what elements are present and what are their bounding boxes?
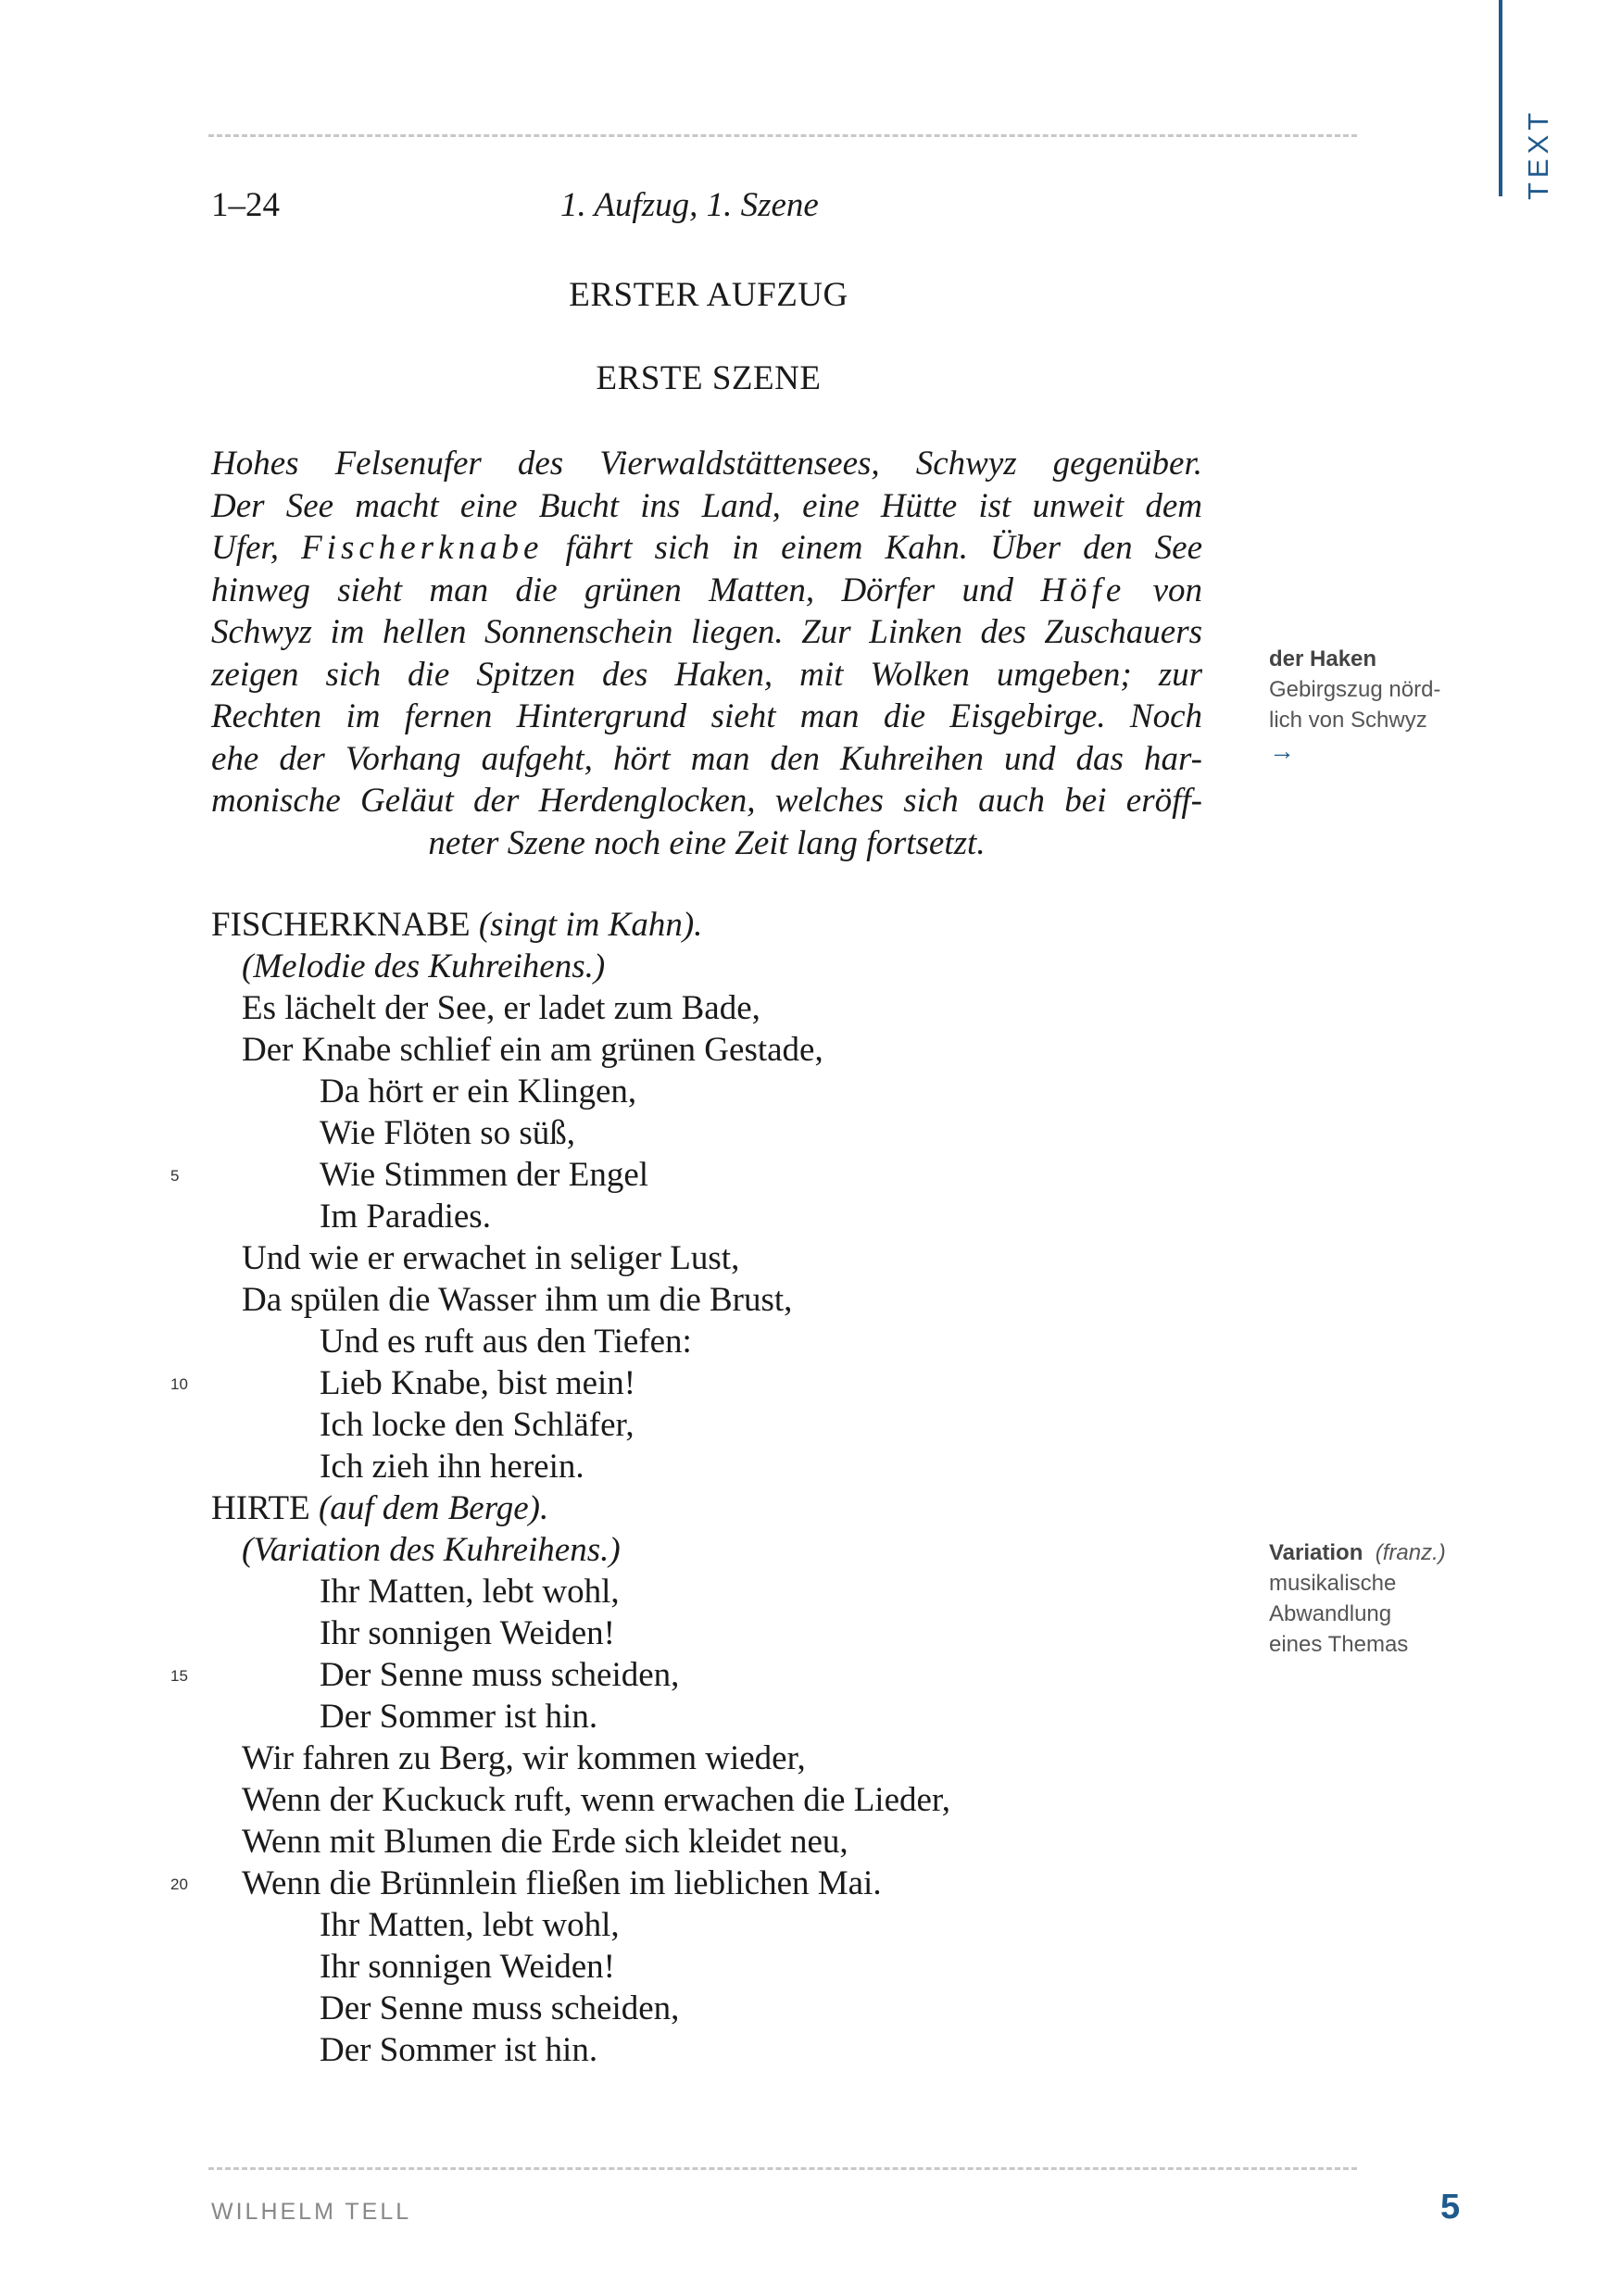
verse-line: Wie Flöten so süß, bbox=[320, 1114, 576, 1152]
arrow-right-icon: → bbox=[1269, 736, 1295, 765]
stage-direction-line: hinweg sieht man die grünen Matten, Dörfer und Höfe von bbox=[211, 571, 1202, 609]
book-title: WILHELM TELL bbox=[211, 2199, 412, 2225]
side-tab-label: TEXT bbox=[1522, 107, 1554, 200]
note-text: Abwandlung bbox=[1269, 1601, 1392, 1626]
speaker-line bbox=[211, 1487, 548, 1529]
stage-direction bbox=[211, 443, 1202, 864]
note-language: (franz.) bbox=[1375, 1540, 1446, 1565]
bottom-dashed-rule bbox=[208, 2167, 1357, 2170]
stage-direction-line: Der See macht eine Bucht ins Land, eine Hütte ist unweit dem bbox=[211, 486, 1202, 525]
note-term: Variation bbox=[1269, 1540, 1363, 1565]
verse-line: Ich locke den Schläfer, bbox=[320, 1406, 635, 1444]
stage-direction-line: monische Geläut der Herdenglocken, welches sich auch bei eröff- bbox=[211, 782, 1202, 820]
verse-line: Wenn der Kuckuck ruft, wenn erwachen die Lieder, bbox=[242, 1781, 951, 1819]
verse-line: Ihr sonnigen Weiden! bbox=[320, 1948, 615, 1986]
verse-line: Ihr Matten, lebt wohl, bbox=[320, 1573, 620, 1611]
verse-line: Wenn die Brünnlein fließen im lieblichen Mai. bbox=[242, 1864, 882, 1902]
verse-line: Der Knabe schlief ein am grünen Gestade, bbox=[242, 1031, 823, 1069]
stage-direction-line: neter Szene noch eine Zeit lang fortsetzt. bbox=[428, 823, 986, 862]
speaker-line bbox=[211, 904, 702, 946]
verse-line: Der Sommer ist hin. bbox=[320, 2031, 598, 2069]
stage-direction-line: Rechten im fernen Hintergrund sieht man die Eisgebirge. Noch bbox=[211, 697, 1202, 735]
line-range: 1–24 bbox=[211, 186, 280, 224]
spaced-word: Höfe bbox=[1040, 571, 1126, 609]
verse-line: Lieb Knabe, bist mein! bbox=[320, 1364, 636, 1402]
line-number: 10 bbox=[170, 1375, 188, 1393]
note-text: lich von Schwyz bbox=[1269, 708, 1427, 733]
verse-line: Wie Stimmen der Engel bbox=[320, 1156, 649, 1194]
stage-direction-line: ehe der Vorhang aufgeht, hört man den Kuhreihen und das har- bbox=[211, 739, 1202, 778]
speaker-name: FISCHERKNABE bbox=[211, 906, 471, 944]
verse-line: Ihr sonnigen Weiden! bbox=[320, 1614, 615, 1652]
margin-note-variation bbox=[1269, 1537, 1446, 1660]
line-number: 20 bbox=[170, 1876, 188, 1893]
line-number: 15 bbox=[170, 1667, 188, 1685]
verse-line: Ihr Matten, lebt wohl, bbox=[320, 1906, 620, 1944]
verse-line: Wenn mit Blumen die Erde sich kleidet neu, bbox=[242, 1823, 848, 1861]
verse-line: Der Senne muss scheiden, bbox=[320, 1656, 680, 1694]
verse-line: Wir fahren zu Berg, wir kommen wieder, bbox=[242, 1739, 806, 1777]
margin-note-haken bbox=[1269, 644, 1440, 768]
verse-line: Im Paradies. bbox=[320, 1198, 491, 1236]
verse-line: Der Senne muss scheiden, bbox=[320, 1989, 680, 2027]
stage-direction-line: Schwyz im hellen Sonnenschein liegen. Zur Linken des Zuschauers bbox=[211, 613, 1202, 651]
stage-direction-line: Ufer, Fischerknabe fährt sich in einem Kahn. Über den See bbox=[211, 529, 1202, 567]
stage-direction-inline: (auf dem Berge). bbox=[309, 1489, 549, 1527]
act-title: ERSTER AUFZUG bbox=[569, 276, 848, 314]
stage-direction-inline: (Variation des Kuhreihens.) bbox=[242, 1531, 621, 1569]
stage-direction-line: zeigen sich die Spitzen des Haken, mit Wolken umgeben; zur bbox=[211, 655, 1202, 694]
side-tab-bar bbox=[1499, 0, 1502, 196]
stage-direction-inline: (singt im Kahn). bbox=[470, 906, 703, 944]
verse-line: Und wie er erwachet in seliger Lust, bbox=[242, 1239, 740, 1277]
verse-line: Da spülen die Wasser ihm um die Brust, bbox=[242, 1281, 793, 1319]
page-number: 5 bbox=[1440, 2188, 1461, 2227]
scene-title: ERSTE SZENE bbox=[596, 359, 822, 397]
line-number: 5 bbox=[170, 1167, 180, 1185]
stage-direction-line: Hohes Felsenufer des Vierwaldstättensees, Schwyz gegenüber. bbox=[211, 445, 1202, 483]
verse-line: Der Sommer ist hin. bbox=[320, 1698, 598, 1736]
top-dashed-rule bbox=[208, 134, 1357, 137]
verse-line: Ich zieh ihn herein. bbox=[320, 1448, 584, 1486]
stage-direction-inline: (Melodie des Kuhreihens.) bbox=[242, 947, 606, 985]
character-name: Fischerknabe bbox=[301, 529, 544, 567]
note-text: musikalische bbox=[1269, 1571, 1397, 1596]
note-term: der Haken bbox=[1269, 646, 1377, 671]
verse-line: Und es ruft aus den Tiefen: bbox=[320, 1323, 692, 1361]
speaker-name: HIRTE bbox=[211, 1489, 310, 1527]
running-head-scene: 1. Aufzug, 1. Szene bbox=[560, 186, 819, 224]
verse-line: Da hört er ein Klingen, bbox=[320, 1073, 637, 1110]
note-text: eines Themas bbox=[1269, 1632, 1409, 1657]
verse-line: Es lächelt der See, er ladet zum Bade, bbox=[242, 989, 760, 1027]
note-text: Gebirgszug nörd- bbox=[1269, 677, 1441, 702]
